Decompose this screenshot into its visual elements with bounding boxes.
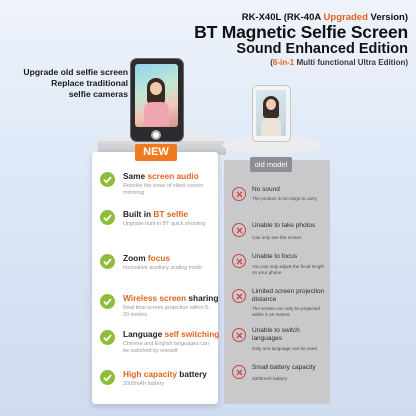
check-icon <box>100 210 115 225</box>
check-icon <box>100 370 115 385</box>
check-icon <box>100 254 115 269</box>
cross-icon <box>232 289 246 303</box>
check-icon <box>100 294 115 309</box>
upgrade-tagline: Upgrade old selfie screen Replace traditional selfie cameras <box>23 67 128 99</box>
product-subtitle: Sound Enhanced Edition <box>236 41 408 57</box>
cross-icon <box>232 365 246 379</box>
old-selfie-screen-image <box>252 85 291 142</box>
check-icon <box>100 172 115 187</box>
check-icon <box>100 330 115 345</box>
product-title: BT Magnetic Selfie Screen <box>194 22 408 42</box>
shutter-icon <box>151 130 161 140</box>
cross-icon <box>232 254 246 268</box>
model-line: RK-X40L (RK-40A Upgraded Version) <box>241 12 408 23</box>
cross-icon <box>232 187 246 201</box>
new-selfie-screen-image <box>130 58 184 142</box>
new-badge: NEW <box>135 144 177 161</box>
selfie-preview <box>135 64 178 127</box>
old-model-badge: old model <box>250 157 292 172</box>
cross-icon <box>232 328 246 342</box>
cross-icon <box>232 223 246 237</box>
edition-line: (6-in-1 Multi functional Ultra Edition) <box>270 58 408 67</box>
